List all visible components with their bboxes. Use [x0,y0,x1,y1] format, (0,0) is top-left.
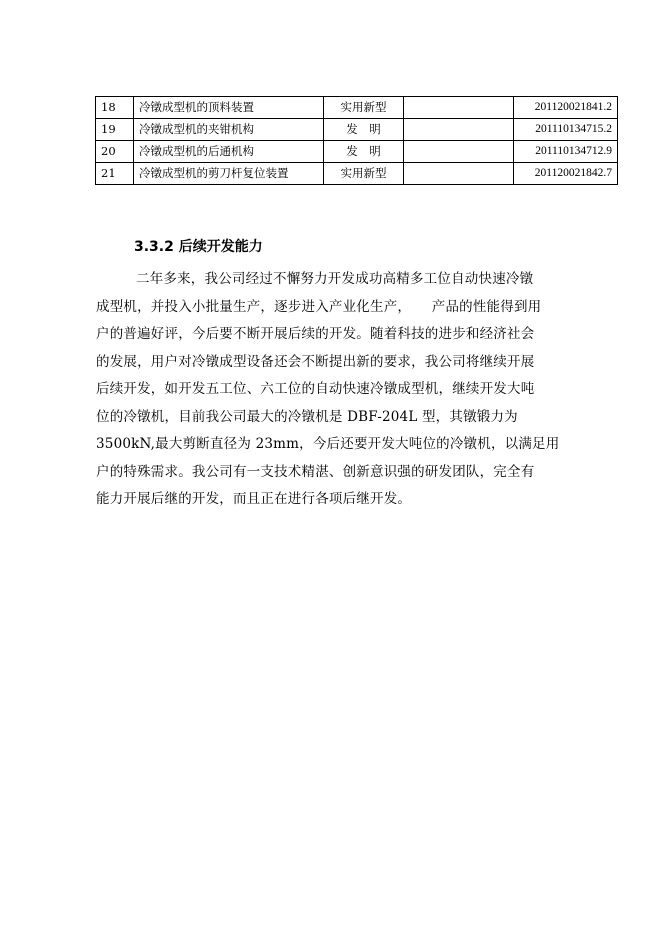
patent-name: 冷镦成型机的剪刀杆复位装置 [134,163,324,185]
row-number: 21 [96,163,134,185]
patent-type: 实用新型 [324,163,404,185]
section-heading: 3.3.2 后续开发能力 [134,239,263,255]
patent-number: 201110134715.2 [514,119,618,141]
table-row [96,141,618,163]
patent-number: 201120021842.7 [514,163,618,185]
row-number: 20 [96,141,134,163]
empty-cell [404,163,514,185]
patent-number: 201110134712.9 [514,141,618,163]
row-number: 18 [96,97,134,119]
patent-name: 冷镦成型机的后通机构 [134,141,324,163]
patent-number: 201120021841.2 [514,97,618,119]
paragraph-line: 后续开发，如开发五工位、六工位的自动快速冷镦成型机，继续开发大吨 [96,381,535,397]
paragraph-line: 3500kN,最大剪断直径为 23mm，今后还要开发大吨位的冷镦机，以满足用 [96,436,560,452]
paragraph-line: 位的冷镦机，目前我公司最大的冷镦机是 DBF-204L 型，其镦锻力为 [96,408,518,425]
patent-type: 实用新型 [324,97,404,119]
paragraph-line: 能力开展后继的开发，而且正在进行各项后继开发。 [96,491,412,507]
empty-cell [404,97,514,119]
patent-type: 发 明 [324,119,404,141]
table-row [96,163,618,185]
paragraph-line: 成型机，并投入小批量生产，逐步进入产业化生产， 产品的性能得到用 [96,298,542,315]
body-paragraph [96,266,616,514]
patent-name: 冷镦成型机的夹钳机构 [134,119,324,141]
paragraph-line: 户的普遍好评，今后要不断开展后续的开发。随着科技的进步和经济社会 [96,326,535,342]
table-row [96,119,618,141]
table-row [96,97,618,119]
row-number: 19 [96,119,134,141]
paragraph-line: 二年多来，我公司经过不懈努力开发成功高精多工位自动快速冷镦 [136,271,534,287]
patent-name: 冷镦成型机的顶料装置 [134,97,324,119]
paragraph-line: 的发展，用户对冷镦成型设备还会不断提出新的要求，我公司将继续开展 [96,353,535,370]
empty-cell [404,141,514,163]
patent-type: 发 明 [324,141,404,163]
empty-cell [404,119,514,141]
paragraph-line: 户的特殊需求。我公司有一支技术精湛、创新意识强的研发团队，完全有 [96,463,535,480]
patent-table [95,96,618,185]
